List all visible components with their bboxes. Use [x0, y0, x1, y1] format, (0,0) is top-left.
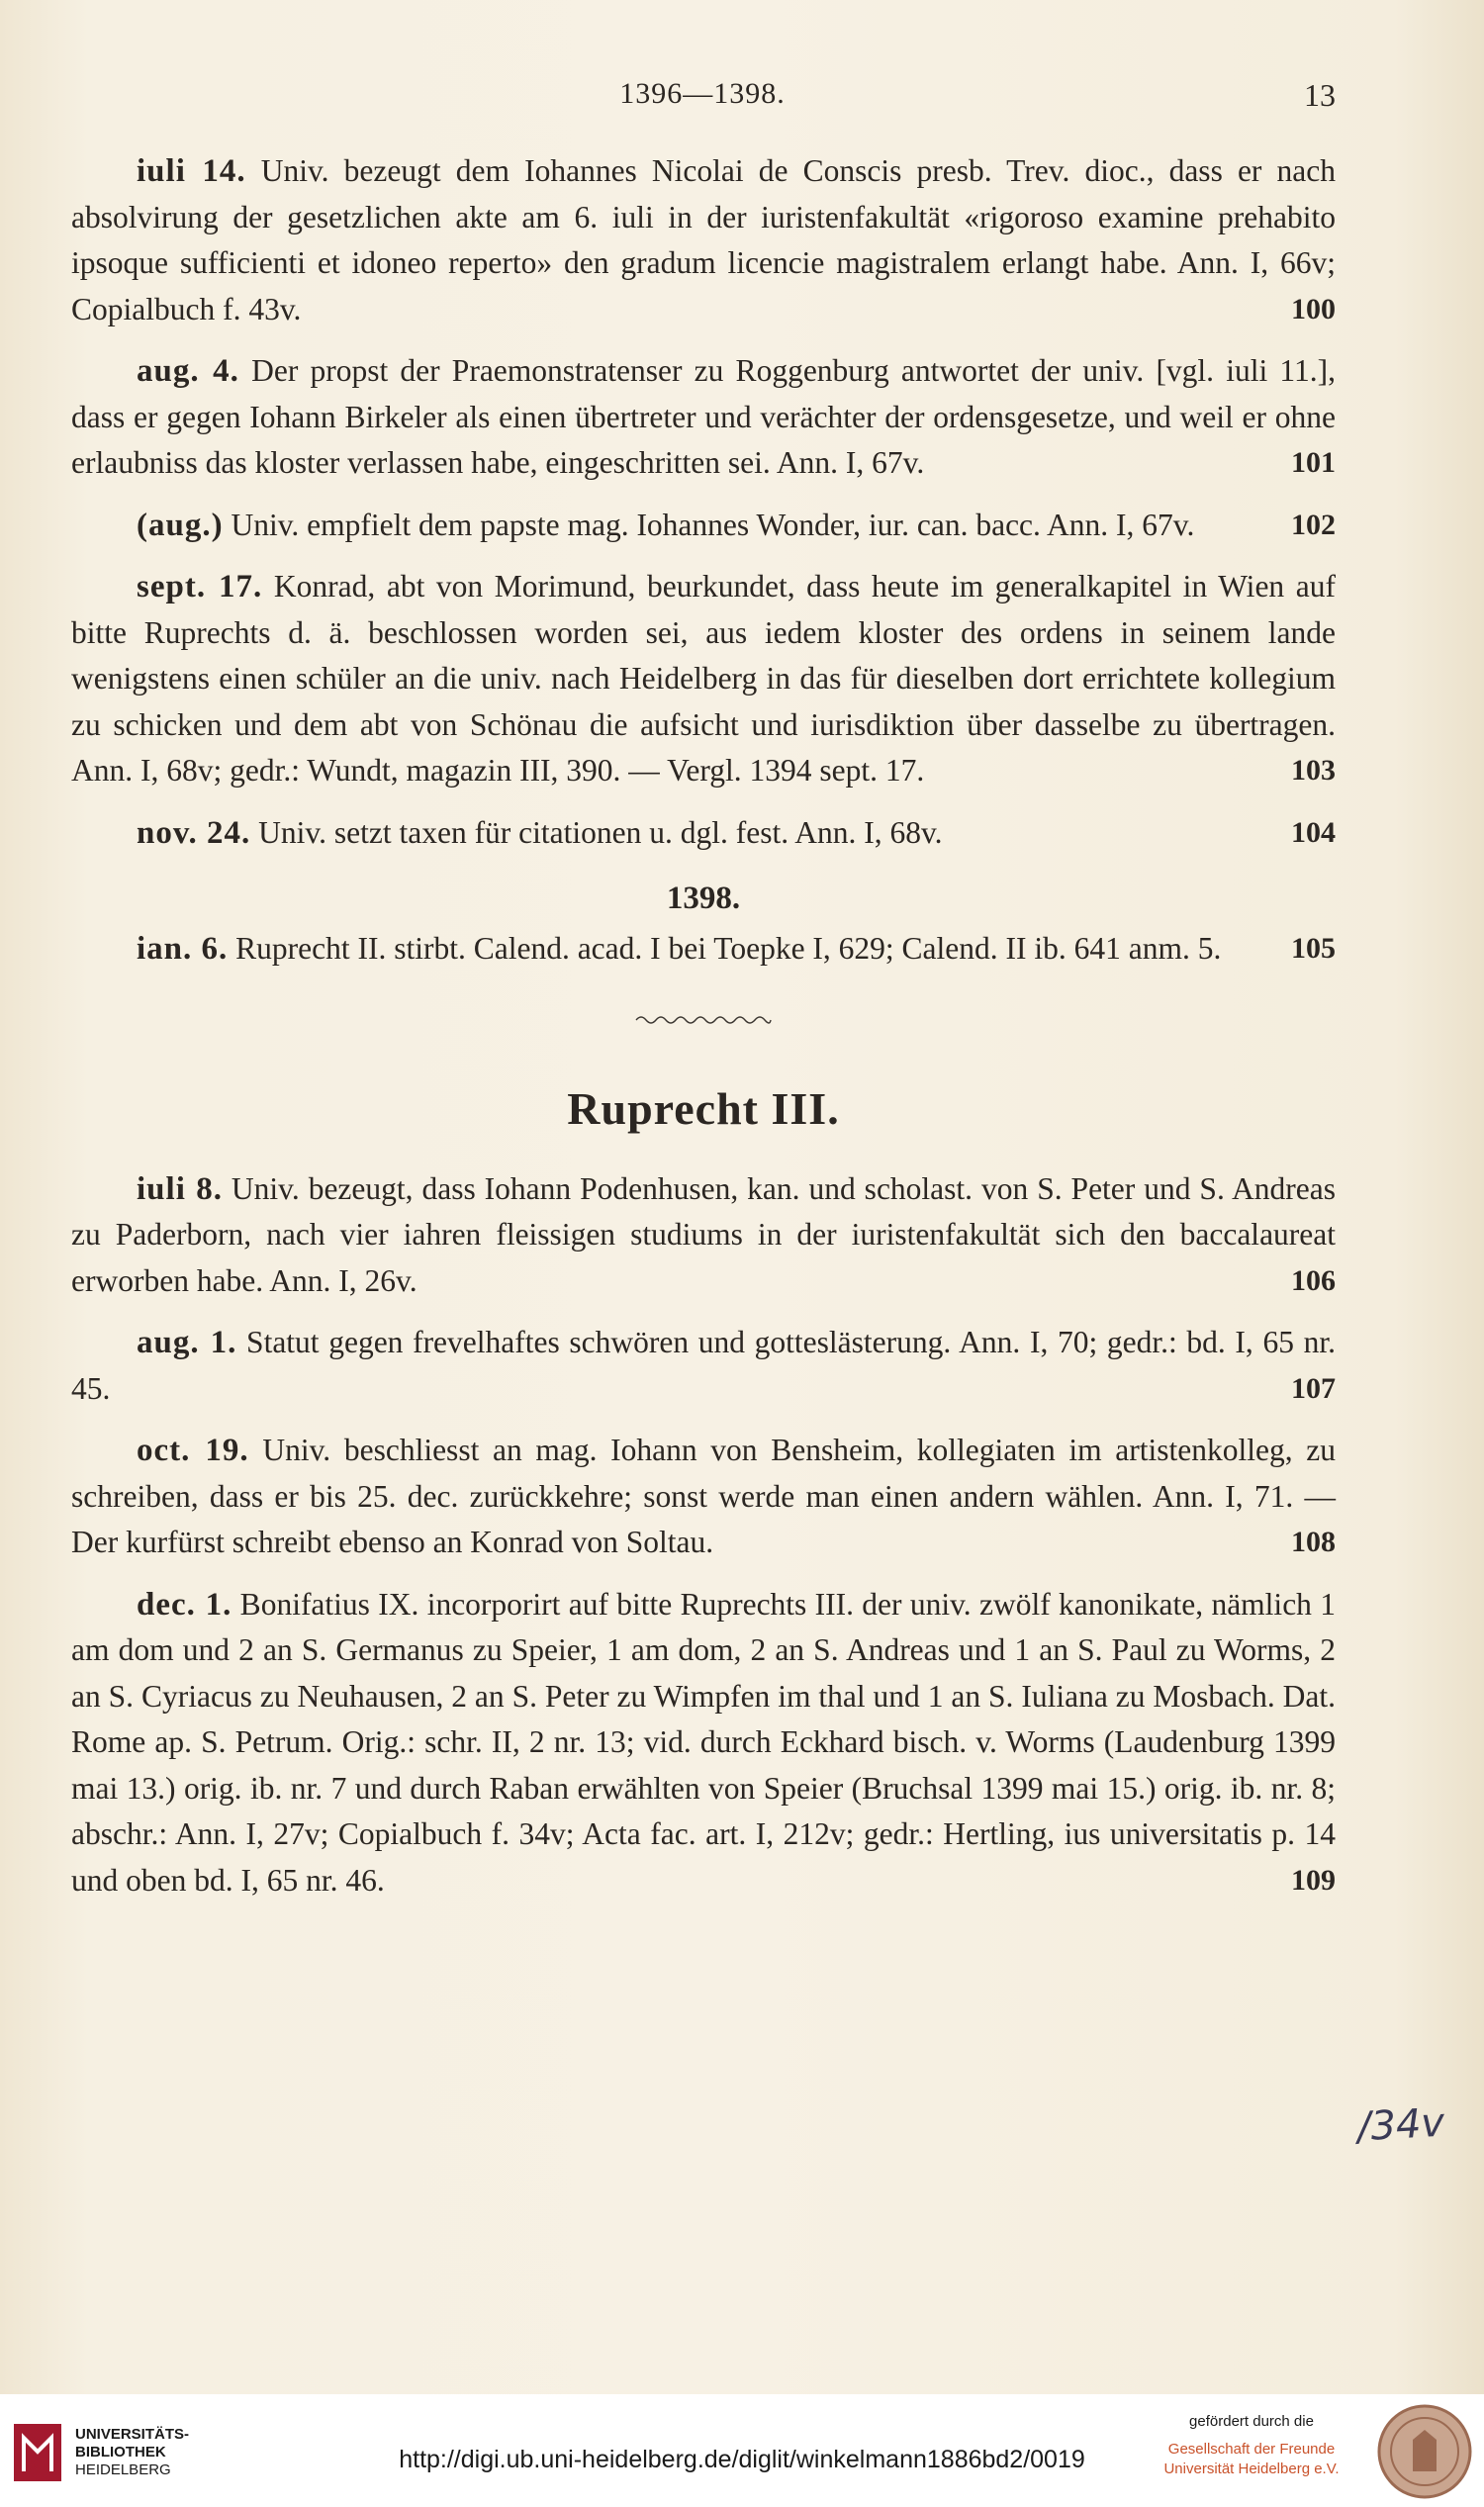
entries-1398: [71, 926, 1336, 973]
regest-entry: [71, 564, 1336, 794]
entry-paragraph: [71, 148, 1336, 332]
entry-text: Univ. setzt taxen für citationen u. dgl. fest. Ann. I, 68v.: [250, 814, 943, 850]
entry-number: 105: [1291, 931, 1336, 965]
entry-date: (aug.): [137, 507, 224, 543]
sponsor-note: [1148, 2412, 1355, 2479]
regest-entry: [71, 810, 1336, 857]
university-seal-icon: [1375, 2402, 1474, 2501]
entry-number: 109: [1291, 1863, 1336, 1897]
entry-date: iuli 8.: [137, 1170, 223, 1207]
section-title: Ruprecht III.: [567, 1083, 840, 1134]
regest-entry: [71, 148, 1336, 332]
entry-text: Statut gegen frevelhaftes schwören und gotteslästerung. Ann. I, 70; gedr.: bd. I, 65 nr. 45.: [71, 1325, 1336, 1406]
ornament-divider: [71, 997, 1336, 1027]
entry-paragraph: [71, 348, 1336, 487]
entry-paragraph: [71, 1166, 1336, 1305]
regest-entry: [71, 1320, 1336, 1412]
entry-text: Konrad, abt von Morimund, beurkundet, dass heute im generalkapitel in Wien auf bitte Ruprechts d. ä. beschlossen worden sei, aus iedem kloster des ordens in seinem lande wenigstens einen schüler an die univ. nach Heidelberg in das für dieselben dort errichtete kollegium zu schicken und dem abt von Schönau die aufsicht und iurisdiktion über dasselbe zu übertragen. Ann. I, 68v; gedr.: Wundt, magazin III, 390. — Vergl. 1394 sept. 17.: [71, 569, 1336, 788]
library-name-line1: UNIVERSITÄTS-: [75, 2426, 190, 2443]
permalink-url[interactable]: http://digi.ub.uni-heidelberg.de/diglit/winkelmann1886bd2/0019: [399, 2446, 1085, 2473]
entry-date: dec. 1.: [137, 1586, 232, 1623]
entry-number: 106: [1291, 1263, 1336, 1297]
page-number: 13: [1304, 77, 1336, 113]
year-range: 1396—1398.: [619, 77, 786, 110]
regest-entry: [71, 1166, 1336, 1305]
footer-bar: [0, 2394, 1484, 2507]
entry-number: 101: [1291, 446, 1336, 479]
entry-paragraph: [71, 1582, 1336, 1904]
sponsor-org-line1: Gesellschaft der Freunde: [1167, 2441, 1336, 2458]
regest-entry: [71, 1428, 1336, 1566]
entry-text: Bonifatius IX. incorporirt auf bitte Ruprechts III. der univ. zwölf kanonikate, nämlich 1 am dom und 2 an S. Germanus zu Speier, 1 am dom, 2 an S. Andreas und 1 an S. Paul zu Worms, 2 an S. Cyriacus zu Neuhausen, 2 an S. Peter zu Wimpfen im thal und 1 an S. Iuliana zu Mosbach. Dat. Rome ap. S. Petrum. Orig.: schr. II, 2 nr. 13; vid. durch Eckhard bisch. v. Worms (Laudenburg 1399 mai 13.) orig. ib. nr. 7 und durch Raban erwählten von Speier (Bruchsal 1399 mai 15.) orig. ib. nr. 8; abschr.: Ann. I, 27v; Copialbuch f. 34v; Acta fac. art. I, 212v; gedr.: Hertling, ius universitatis p. 14 und oben bd. I, 65 nr. 46.: [71, 1586, 1336, 1898]
entry-text: Der propst der Praemonstratenser zu Roggenburg antwortet der univ. [vgl. iuli 11.], dass er gegen Iohann Birkeler als einen übertreter und verächter der ordensgesetze, und weil er ohne erlaubniss das kloster verlassen habe, eingeschritten sei. Ann. I, 67v.: [71, 353, 1336, 480]
library-name-line2: BIBLIOTHEK: [75, 2444, 166, 2461]
entry-paragraph: [71, 926, 1336, 973]
entries-1396: [71, 148, 1336, 856]
entry-text: Univ. bezeugt, dass Iohann Podenhusen, kan. und scholast. von S. Peter und S. Andreas zu Paderborn, nach vier iahren fleissigen studiums in der iuristenfakultät sich den baccalaureat erworben habe. Ann. I, 26v.: [71, 1170, 1337, 1298]
entry-date: nov. 24.: [137, 814, 251, 851]
page-body: [71, 148, 1336, 1919]
entry-paragraph: [71, 503, 1336, 549]
entry-number: 107: [1291, 1371, 1336, 1405]
entry-text: Univ. empfielt dem papste mag. Iohannes Wonder, iur. can. bacc. Ann. I, 67v.: [223, 507, 1195, 542]
entry-number: 103: [1291, 754, 1336, 787]
running-header: [69, 77, 1336, 117]
entry-paragraph: [71, 564, 1336, 794]
entry-date: aug. 1.: [137, 1325, 237, 1360]
entry-date: ian. 6.: [137, 930, 229, 967]
entry-number: 108: [1291, 1526, 1336, 1558]
entry-text: Univ. beschliesst an mag. Iohann von Bensheim, kollegiaten im artistenkolleg, zu schreiben, dass er bis 25. dec. zurückkehre; sonst werde man einen andern wählen. Ann. I, 71. — Der kurfürst schreibt ebenso an Konrad von Soltau.: [71, 1433, 1337, 1559]
entry-date: iuli 14.: [137, 153, 246, 189]
entry-paragraph: [71, 1428, 1336, 1566]
entry-text: Ruprecht II. stirbt. Calend. acad. I bei Toepke I, 629; Calend. II ib. 641 anm. 5.: [228, 930, 1222, 966]
entry-text: Univ. bezeugt dem Iohannes Nicolai de Conscis presb. Trev. dioc., dass er nach absolvirung der gesetzlichen akte am 6. iuli in der iuristenfakultät «rigoroso examine prehabito ipsoque sufficienti et idoneo reperto» den gradum licencie magistralem erlangt habe. Ann. I, 66v; Copialbuch f. 43v.: [71, 153, 1337, 326]
year-heading: 1398.: [666, 881, 741, 916]
regest-entry: [71, 1582, 1336, 1904]
entry-date: oct. 19.: [137, 1433, 249, 1468]
sponsor-org-line2: Universität Heidelberg e.V.: [1163, 2461, 1340, 2477]
library-name-line3: HEIDELBERG: [75, 2461, 171, 2478]
entry-date: aug. 4.: [137, 353, 239, 389]
regest-entry: [71, 926, 1336, 973]
regest-entry: [71, 348, 1336, 487]
sponsor-lead: gefördert durch die: [1189, 2413, 1314, 2430]
regest-entry: [71, 503, 1336, 549]
entry-number: 102: [1291, 508, 1336, 541]
handwritten-margin-note: /34v: [1355, 2099, 1446, 2151]
entry-date: sept. 17.: [137, 569, 263, 604]
entry-number: 104: [1291, 815, 1336, 849]
entry-paragraph: [71, 1320, 1336, 1412]
entries-ruprecht: [71, 1166, 1336, 1904]
entry-number: 100: [1291, 292, 1336, 325]
entry-paragraph: [71, 810, 1336, 857]
